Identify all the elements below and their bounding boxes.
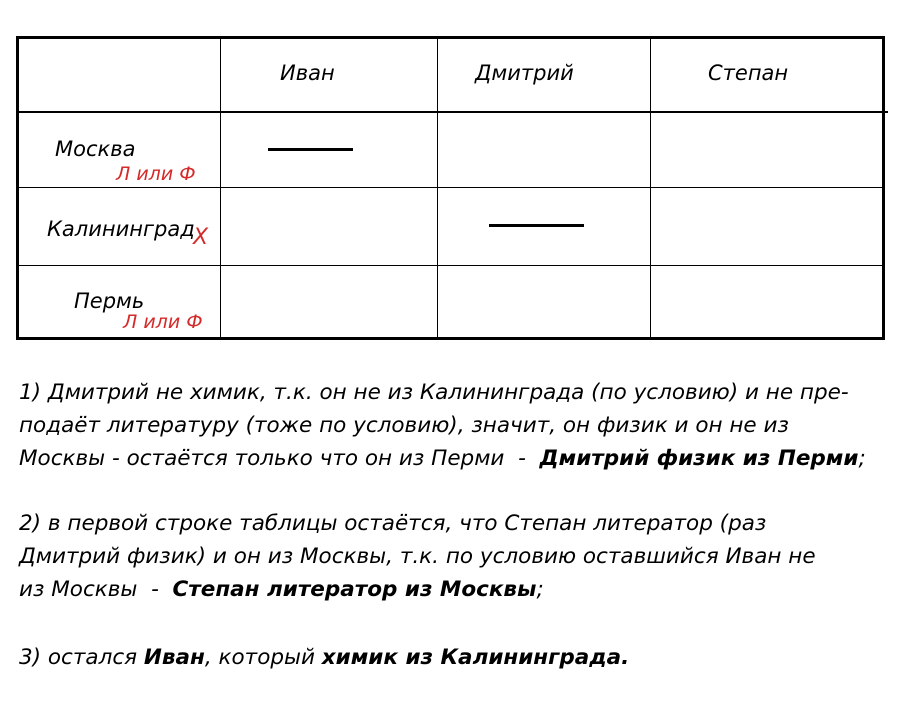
header-ivan: Иван <box>280 61 335 85</box>
paragraph-1-line-2: подаёт литературу (тоже по условию), значит, он физик и он не из <box>19 413 789 438</box>
row-label-perm: Пермь <box>74 289 145 313</box>
col-separator-3 <box>650 36 651 340</box>
paragraph-1-line-3-text: Москвы - остаётся только что он из Перми - <box>19 446 540 471</box>
header-separator <box>16 111 888 113</box>
row-note-moscow: Л или Ф <box>116 163 196 185</box>
paragraph-2-line-3-end: ; <box>536 577 544 602</box>
paragraph-2-line-2: Дмитрий физик) и он из Москвы, т.к. по условию оставшийся Иван не <box>19 544 816 569</box>
paragraph-2 <box>19 507 816 606</box>
table-border-bottom <box>16 337 885 340</box>
row-label-kaliningrad: Калининград <box>47 217 195 241</box>
paragraph-2-line-3-text: из Москвы - <box>19 577 173 602</box>
col-separator-2 <box>437 36 438 340</box>
paragraph-3 <box>19 641 629 674</box>
paragraph-3-text-1: 3) остался <box>19 645 144 670</box>
col-separator-1 <box>220 36 221 340</box>
conclusion-dmitry: Дмитрий физик из Перми <box>539 446 859 471</box>
conclusion-ivan-name: Иван <box>143 645 205 670</box>
paragraph-1-line-1: 1) Дмитрий не химик, т.к. он не из Калининграда (по условию) и не пре- <box>19 380 849 405</box>
table-border-top <box>16 36 885 39</box>
paragraph-2-line-1: 2) в первой строке таблицы остаётся, что Степан литератор (раз <box>19 511 767 536</box>
paragraph-1-line-3-end: ; <box>858 446 866 471</box>
paragraph-1 <box>19 376 866 475</box>
row-note-perm: Л или Ф <box>123 311 203 333</box>
row-separator-2 <box>16 265 885 266</box>
table-border-left <box>16 36 19 340</box>
dash-ivan-moscow <box>268 148 353 151</box>
conclusion-stepan: Степан литератор из Москвы <box>172 577 537 602</box>
paragraph-3-text-2: , который <box>204 645 322 670</box>
table-border-right <box>882 36 885 340</box>
conclusion-ivan: химик из Калининграда. <box>321 645 630 670</box>
paragraph-1-line-3 <box>19 442 866 475</box>
header-stepan: Степан <box>708 61 789 85</box>
row-separator-1 <box>16 187 882 188</box>
header-dmitry: Дмитрий <box>475 61 574 85</box>
paragraph-2-line-3 <box>19 573 816 606</box>
dash-dmitry-kaliningrad <box>489 224 584 227</box>
row-note-kaliningrad: Х <box>193 225 209 250</box>
row-label-moscow: Москва <box>55 137 136 161</box>
